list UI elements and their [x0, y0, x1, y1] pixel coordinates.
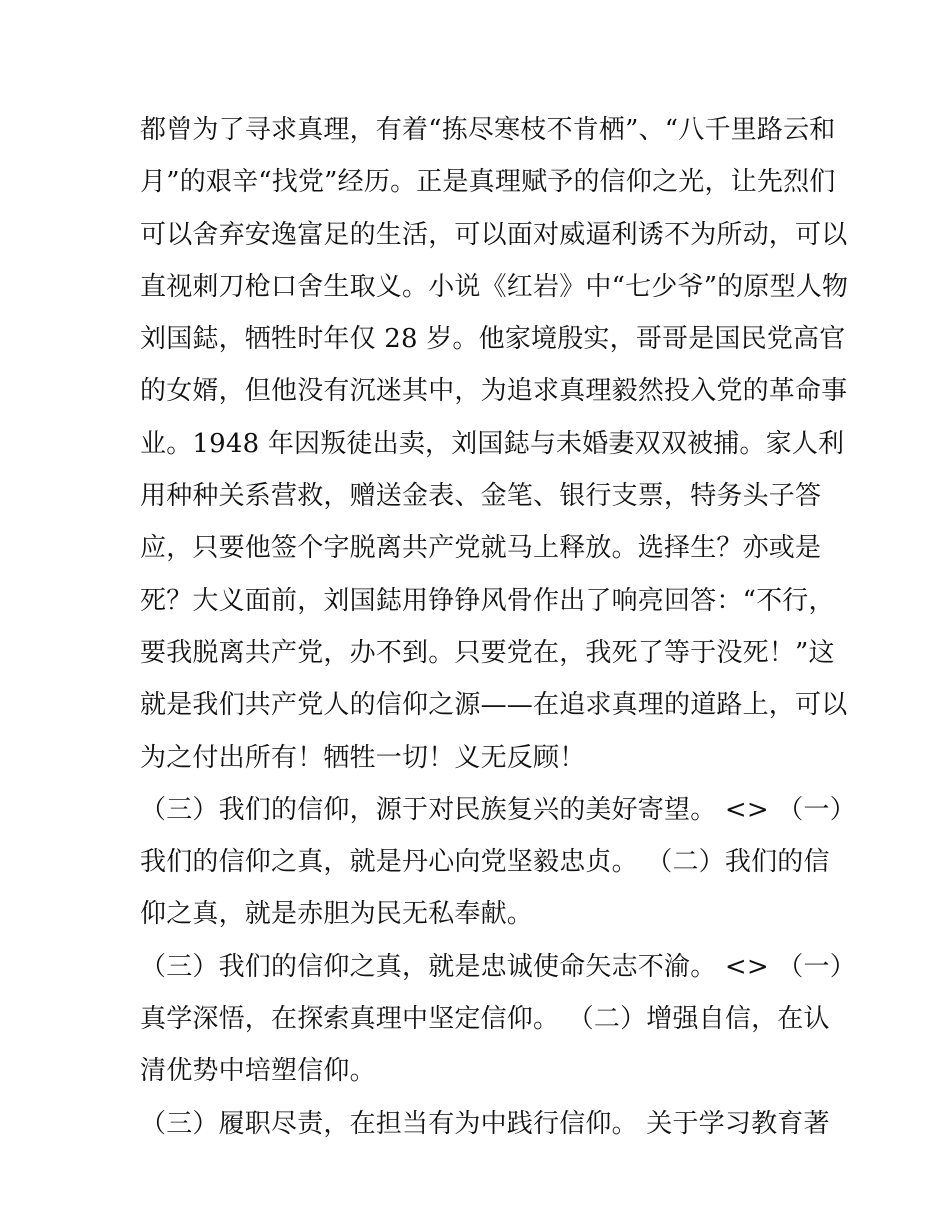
text-line-20: （三）履职尽责，在担当有为中践行信仰。 关于学习教育著	[140, 1108, 830, 1139]
text-line-17: （三）我们的信仰之真，就是忠诚使命矢志不渝。 <> （一）	[140, 951, 856, 982]
text-line-16: 仰之真，就是赤胆为民无私奉献。	[140, 899, 534, 930]
text-line-10: 死？大义面前，刘国鋕用铮铮风骨作出了响亮回答：“不行，	[140, 585, 835, 616]
text-line-13: 为之付出所有！牺牲一切！义无反顾！	[140, 742, 586, 773]
text-line-15: 我们的信仰之真，就是丹心向党坚毅忠贞。 （二）我们的信	[140, 847, 830, 878]
text-line-14: （三）我们的信仰，源于对民族复兴的美好寄望。 <> （一）	[140, 794, 856, 825]
text-line-2: 月”的艰辛“找党”经历。正是真理赋予的信仰之光，让先烈们	[140, 167, 836, 198]
text-line-11: 要我脱离共产党，办不到。只要党在，我死了等于没死！”这	[140, 637, 835, 668]
text-line-4: 直视刺刀枪口舍生取义。小说《红岩》中“七少爷”的原型人物	[140, 271, 849, 302]
text-line-1: 都曾为了寻求真理，有着“拣尽寒枝不肯栖”、“八千里路云和	[140, 115, 836, 145]
text-line-6: 的女婿，但他没有沉迷其中，为追求真理毅然投入党的革命事	[140, 376, 848, 407]
text-line-5: 刘国鋕，牺牲时年仅 28 岁。他家境殷实，哥哥是国民党高官	[140, 324, 846, 355]
text-line-12: 就是我们共产党人的信仰之源——在追求真理的道路上，可以	[140, 690, 848, 721]
text-line-3: 可以舍弃安逸富足的生活，可以面对威逼利诱不为所动，可以	[140, 219, 848, 250]
text-line-8: 用种种关系营救，赠送金表、金笔、银行支票，特务头子答	[140, 481, 822, 512]
text-line-7: 业。1948 年因叛徒出卖，刘国鋕与未婚妻双双被捕。家人利	[140, 428, 845, 459]
text-line-19: 清优势中培塑信仰。	[140, 1056, 376, 1087]
body-text	[140, 104, 856, 1150]
text-line-9: 应，只要他签个字脱离共产党就马上释放。选择生？亦或是	[140, 533, 822, 564]
text-line-18: 真学深悟，在探索真理中坚定信仰。 （二）增强自信，在认	[140, 1004, 830, 1035]
